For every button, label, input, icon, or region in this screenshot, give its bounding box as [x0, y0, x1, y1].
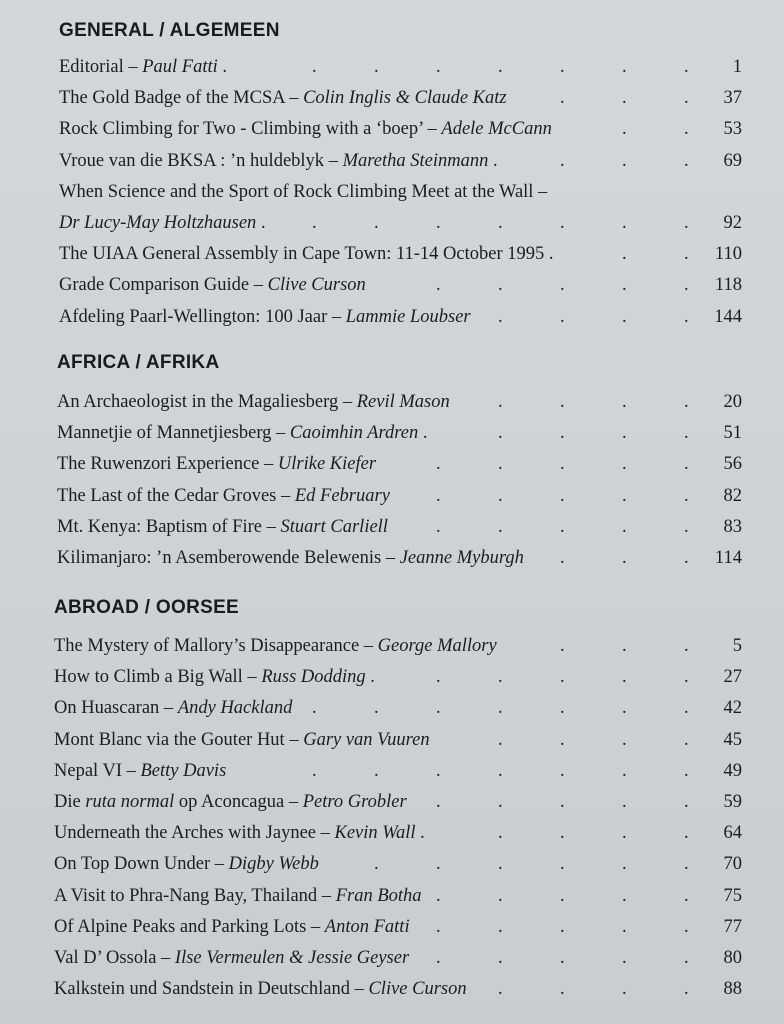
leader-dot: .	[436, 57, 441, 77]
entry-title: .	[418, 423, 428, 444]
leader-dot: .	[436, 948, 441, 968]
toc-entry	[0, 481, 784, 512]
entry-title: The Last of the Cedar Groves –	[57, 485, 295, 506]
entry-text	[59, 114, 552, 145]
leader-dot: .	[498, 485, 503, 506]
leader-dot: .	[436, 885, 441, 906]
entry-title: .	[365, 667, 375, 688]
leader-dot: .	[374, 57, 379, 77]
entry-title: .	[256, 213, 266, 233]
entry-title: On Huascaran –	[54, 698, 178, 719]
leader-dot: .	[436, 698, 441, 719]
leader-dot: .	[622, 150, 627, 171]
leader-dot: .	[498, 823, 503, 844]
leader-dot: .	[622, 916, 627, 937]
entry-author: Dr Lucy-May Holtzhausen	[59, 213, 257, 233]
entry-title: .	[488, 150, 498, 171]
toc-entry	[0, 449, 784, 480]
leader-dot: .	[498, 275, 503, 296]
leader-dot: .	[560, 979, 565, 1000]
entry-text	[59, 146, 498, 177]
leader-dot: .	[684, 275, 689, 296]
leader-dot: .	[622, 885, 627, 906]
entry-author: Fran Botha	[335, 885, 422, 906]
leader-dot: .	[684, 979, 689, 1000]
leader-dot: .	[622, 979, 627, 1000]
leader-dot: .	[684, 213, 689, 233]
leader-dot: .	[622, 823, 627, 844]
entry-title: Kalkstein und Sandstein in Deutschland –	[54, 979, 369, 1000]
page-number: 49	[723, 760, 742, 781]
entry-text	[57, 449, 376, 480]
page-number: 42	[723, 698, 742, 719]
entry-author: Clive Curson	[267, 275, 366, 296]
leader-dot: .	[436, 916, 441, 937]
entry-text	[57, 481, 390, 512]
entry-text	[57, 418, 427, 449]
entry-author: Lammie Loubser	[345, 306, 471, 327]
leader-dot: .	[684, 423, 689, 444]
entry-author: Russ Dodding	[261, 667, 366, 688]
entry-title: Vroue van die BKSA : ’n huldeblyk –	[59, 150, 343, 171]
leader-dot: .	[684, 854, 689, 875]
entry-text	[54, 912, 410, 943]
page-number: 59	[723, 792, 742, 812]
leader-dot: .	[622, 306, 627, 327]
leader-dot: .	[622, 213, 627, 233]
leader-dot: .	[684, 244, 689, 265]
leader-dot: .	[560, 916, 565, 937]
leader-dot: .	[622, 244, 627, 265]
entry-title: Mannetjie of Mannetjiesberg –	[57, 423, 290, 444]
section-heading: AFRICA / AFRIKA	[57, 352, 220, 373]
entry-author: George Mallory	[377, 636, 497, 656]
leader-dot: .	[560, 88, 565, 109]
page-number: 75	[723, 885, 742, 906]
entry-text	[54, 849, 319, 880]
page-number: 51	[723, 423, 742, 444]
leader-dot: .	[622, 792, 627, 812]
entry-title: How to Climb a Big Wall –	[54, 667, 262, 688]
entry-text	[54, 974, 467, 1005]
section-heading: GENERAL / ALGEMEEN	[59, 20, 280, 41]
leader-dot: .	[684, 948, 689, 968]
leader-dot: .	[622, 760, 627, 781]
page-number: 92	[723, 213, 742, 233]
entry-text	[54, 943, 409, 974]
leader-dot: .	[622, 392, 627, 412]
leader-dot: .	[436, 760, 441, 781]
entry-title: .	[415, 823, 425, 844]
toc-entry	[0, 83, 784, 114]
leader-dot: .	[560, 698, 565, 719]
entry-author: Ulrike Kiefer	[277, 454, 377, 475]
page-number: 144	[714, 306, 742, 327]
leader-dot: .	[560, 392, 565, 412]
page-number: 77	[723, 916, 742, 937]
toc-entry	[0, 881, 784, 912]
leader-dot: .	[684, 119, 689, 140]
entry-title: Kilimanjaro: ’n Asemberowende Belewenis –	[57, 548, 400, 568]
leader-dot: .	[684, 57, 689, 77]
leader-dot: .	[436, 667, 441, 688]
entry-author: Clive Curson	[368, 979, 467, 1000]
leader-dot: .	[560, 760, 565, 781]
page-number: 118	[714, 275, 742, 296]
leader-dot: .	[684, 548, 689, 568]
page-number: 20	[723, 392, 742, 412]
leader-dot: .	[622, 636, 627, 656]
page-number: 70	[723, 854, 742, 875]
leader-dot: .	[684, 454, 689, 475]
leader-dot: .	[684, 88, 689, 109]
entry-title: Grade Comparison Guide –	[59, 275, 268, 296]
leader-dot: .	[498, 948, 503, 968]
page-number: 1	[732, 57, 742, 77]
leader-dot: .	[684, 792, 689, 812]
page-number: 110	[714, 244, 742, 265]
toc-entry	[0, 912, 784, 943]
entry-text	[54, 725, 430, 756]
entry-author: Ed February	[294, 485, 390, 506]
entry-title: Rock Climbing for Two - Climbing with a ‘boep’ –	[59, 119, 442, 140]
entry-title: Editorial –	[59, 57, 143, 77]
entry-author: Betty Davis	[140, 760, 227, 781]
leader-dot: .	[560, 423, 565, 444]
toc-entry	[0, 512, 784, 543]
page-number: 64	[723, 823, 742, 844]
entry-title: .	[217, 57, 228, 77]
leader-dot: .	[374, 854, 379, 875]
page-number: 5	[732, 636, 742, 656]
leader-dot: .	[560, 667, 565, 688]
leader-dot: .	[622, 548, 627, 568]
entry-title: When Science and the Sport of Rock Climbing Meet at the Wall –	[59, 181, 548, 202]
page-number: 80	[723, 948, 742, 968]
entry-author: ruta normal	[85, 792, 175, 812]
leader-dot: .	[622, 729, 627, 750]
entry-author: Caoimhin Ardren	[289, 423, 419, 444]
page-number: 82	[723, 485, 742, 506]
leader-dot: .	[622, 516, 627, 537]
entry-title: Val D’ Ossola –	[54, 948, 175, 968]
entry-text	[59, 208, 266, 239]
leader-dot: .	[622, 119, 627, 140]
page-number: 37	[723, 88, 742, 109]
leader-dot: .	[684, 516, 689, 537]
leader-dot: .	[560, 885, 565, 906]
page-number: 53	[723, 119, 742, 140]
leader-dot: .	[498, 885, 503, 906]
toc-entry	[0, 387, 784, 418]
page-number: 69	[723, 150, 742, 171]
leader-dot: .	[498, 698, 503, 719]
entry-author: Paul Fatti	[142, 57, 218, 77]
leader-dot: .	[560, 57, 565, 77]
entry-author: Andy Hackland	[177, 698, 293, 719]
leader-dot: .	[560, 823, 565, 844]
leader-dot: .	[622, 667, 627, 688]
entry-author: Adele McCann	[441, 119, 552, 140]
leader-dot: .	[498, 213, 503, 233]
leader-dot: .	[622, 454, 627, 475]
leader-dot: .	[684, 636, 689, 656]
entry-title: The Mystery of Mallory’s Disappearance –	[54, 636, 378, 656]
leader-dot: .	[684, 885, 689, 906]
leader-dot: .	[498, 854, 503, 875]
entry-text	[59, 177, 547, 208]
toc-entry	[0, 543, 784, 574]
entry-author: Gary van Vuuren	[303, 729, 430, 750]
toc-entry	[0, 725, 784, 756]
entry-author: Kevin Wall	[334, 823, 416, 844]
leader-dot: .	[498, 516, 503, 537]
entry-text	[57, 512, 388, 543]
leader-dot: .	[436, 275, 441, 296]
leader-dot: .	[622, 854, 627, 875]
entry-title: Die	[54, 792, 86, 812]
leader-dot: .	[560, 948, 565, 968]
page-number: 56	[723, 454, 742, 475]
toc-entry	[0, 693, 784, 724]
leader-dot: .	[436, 485, 441, 506]
entry-text	[59, 52, 227, 83]
entry-title: Underneath the Arches with Jaynee –	[54, 823, 335, 844]
leader-dot: .	[684, 306, 689, 327]
leader-dot: .	[498, 57, 503, 77]
leader-dot: .	[374, 760, 379, 781]
leader-dot: .	[684, 823, 689, 844]
toc-entry	[0, 974, 784, 1005]
leader-dot: .	[436, 213, 441, 233]
toc-entry	[0, 208, 784, 239]
toc-entry	[0, 239, 784, 270]
leader-dot: .	[622, 57, 627, 77]
entry-author: Maretha Steinmann	[342, 150, 489, 171]
leader-dot: .	[312, 213, 317, 233]
entry-author: Ilse Vermeulen & Jessie Geyser	[174, 948, 410, 968]
entry-title: The Ruwenzori Experience –	[57, 454, 278, 475]
entry-text	[54, 881, 422, 912]
entry-title: Of Alpine Peaks and Parking Lots –	[54, 916, 325, 937]
toc-entry	[0, 849, 784, 880]
entry-title: op Aconcagua –	[174, 792, 303, 812]
toc-entry	[0, 418, 784, 449]
toc-entry	[0, 662, 784, 693]
leader-dot: .	[436, 854, 441, 875]
leader-dot: .	[622, 88, 627, 109]
toc-entry	[0, 52, 784, 83]
toc-entry	[0, 818, 784, 849]
leader-dot: .	[622, 423, 627, 444]
leader-dot: .	[684, 485, 689, 506]
entry-title: The UIAA General Assembly in Cape Town: 11-14 October 1995 .	[59, 244, 554, 265]
leader-dot: .	[560, 454, 565, 475]
leader-dot: .	[560, 854, 565, 875]
leader-dot: .	[436, 516, 441, 537]
entry-author: Revil Mason	[356, 392, 450, 412]
leader-dot: .	[684, 698, 689, 719]
leader-dot: .	[560, 792, 565, 812]
leader-dot: .	[560, 306, 565, 327]
leader-dot: .	[498, 729, 503, 750]
leader-dot: .	[436, 454, 441, 475]
entry-title: Mont Blanc via the Gouter Hut –	[54, 729, 304, 750]
leader-dot: .	[312, 57, 317, 77]
leader-dot: .	[560, 729, 565, 750]
leader-dot: .	[498, 392, 503, 412]
leader-dot: .	[498, 667, 503, 688]
leader-dot: .	[622, 948, 627, 968]
entry-title: Afdeling Paarl-Wellington: 100 Jaar –	[59, 306, 346, 327]
leader-dot: .	[436, 792, 441, 812]
entry-text	[57, 543, 524, 574]
leader-dot: .	[622, 485, 627, 506]
leader-dot: .	[684, 760, 689, 781]
leader-dot: .	[684, 916, 689, 937]
toc-entry	[0, 177, 784, 208]
leader-dot: .	[560, 636, 565, 656]
entry-author: Colin Inglis & Claude Katz	[303, 88, 507, 109]
entry-title: The Gold Badge of the MCSA –	[59, 88, 304, 109]
leader-dot: .	[560, 548, 565, 568]
leader-dot: .	[498, 916, 503, 937]
entry-text	[59, 270, 366, 301]
entry-title: Mt. Kenya: Baptism of Fire –	[57, 516, 281, 537]
toc-entry	[0, 146, 784, 177]
leader-dot: .	[684, 150, 689, 171]
page-number: 27	[723, 667, 742, 688]
toc-entry	[0, 114, 784, 145]
page-number: 45	[723, 729, 742, 750]
leader-dot: .	[312, 760, 317, 781]
leader-dot: .	[498, 792, 503, 812]
toc-entry	[0, 943, 784, 974]
section-heading: ABROAD / OORSEE	[54, 597, 240, 618]
leader-dot: .	[560, 213, 565, 233]
entry-text	[54, 787, 407, 818]
leader-dot: .	[498, 423, 503, 444]
leader-dot: .	[684, 392, 689, 412]
leader-dot: .	[684, 667, 689, 688]
entry-text	[54, 631, 497, 662]
entry-author: Anton Fatti	[324, 916, 410, 937]
leader-dot: .	[498, 306, 503, 327]
entry-text	[54, 756, 226, 787]
leader-dot: .	[374, 213, 379, 233]
toc-entry	[0, 631, 784, 662]
leader-dot: .	[498, 454, 503, 475]
page-number: 114	[714, 548, 742, 568]
entry-title: An Archaeologist in the Magaliesberg –	[57, 392, 357, 412]
entry-text	[54, 662, 375, 693]
entry-text	[59, 239, 554, 270]
leader-dot: .	[684, 729, 689, 750]
leader-dot: .	[560, 275, 565, 296]
toc-entry	[0, 787, 784, 818]
leader-dot: .	[560, 485, 565, 506]
leader-dot: .	[560, 516, 565, 537]
leader-dot: .	[498, 760, 503, 781]
page-number: 83	[723, 516, 742, 537]
entry-title: On Top Down Under –	[54, 854, 229, 875]
entry-author: Stuart Carliell	[280, 516, 388, 537]
leader-dot: .	[312, 698, 317, 719]
entry-text	[54, 818, 425, 849]
leader-dot: .	[374, 698, 379, 719]
entry-author: Petro Grobler	[302, 792, 407, 812]
toc-entry	[0, 270, 784, 301]
entry-author: Jeanne Myburgh	[399, 548, 524, 568]
entry-text	[57, 387, 450, 418]
entry-author: Digby Webb	[228, 854, 319, 875]
leader-dot: .	[622, 698, 627, 719]
entry-text	[59, 302, 471, 333]
entry-title: A Visit to Phra-Nang Bay, Thailand –	[54, 885, 336, 906]
entry-text	[59, 83, 507, 114]
toc-entry	[0, 756, 784, 787]
page-number: 88	[723, 979, 742, 1000]
leader-dot: .	[622, 275, 627, 296]
entry-text	[54, 693, 292, 724]
toc-entry	[0, 302, 784, 333]
leader-dot: .	[560, 150, 565, 171]
leader-dot: .	[498, 979, 503, 1000]
entry-title: Nepal VI –	[54, 760, 141, 781]
